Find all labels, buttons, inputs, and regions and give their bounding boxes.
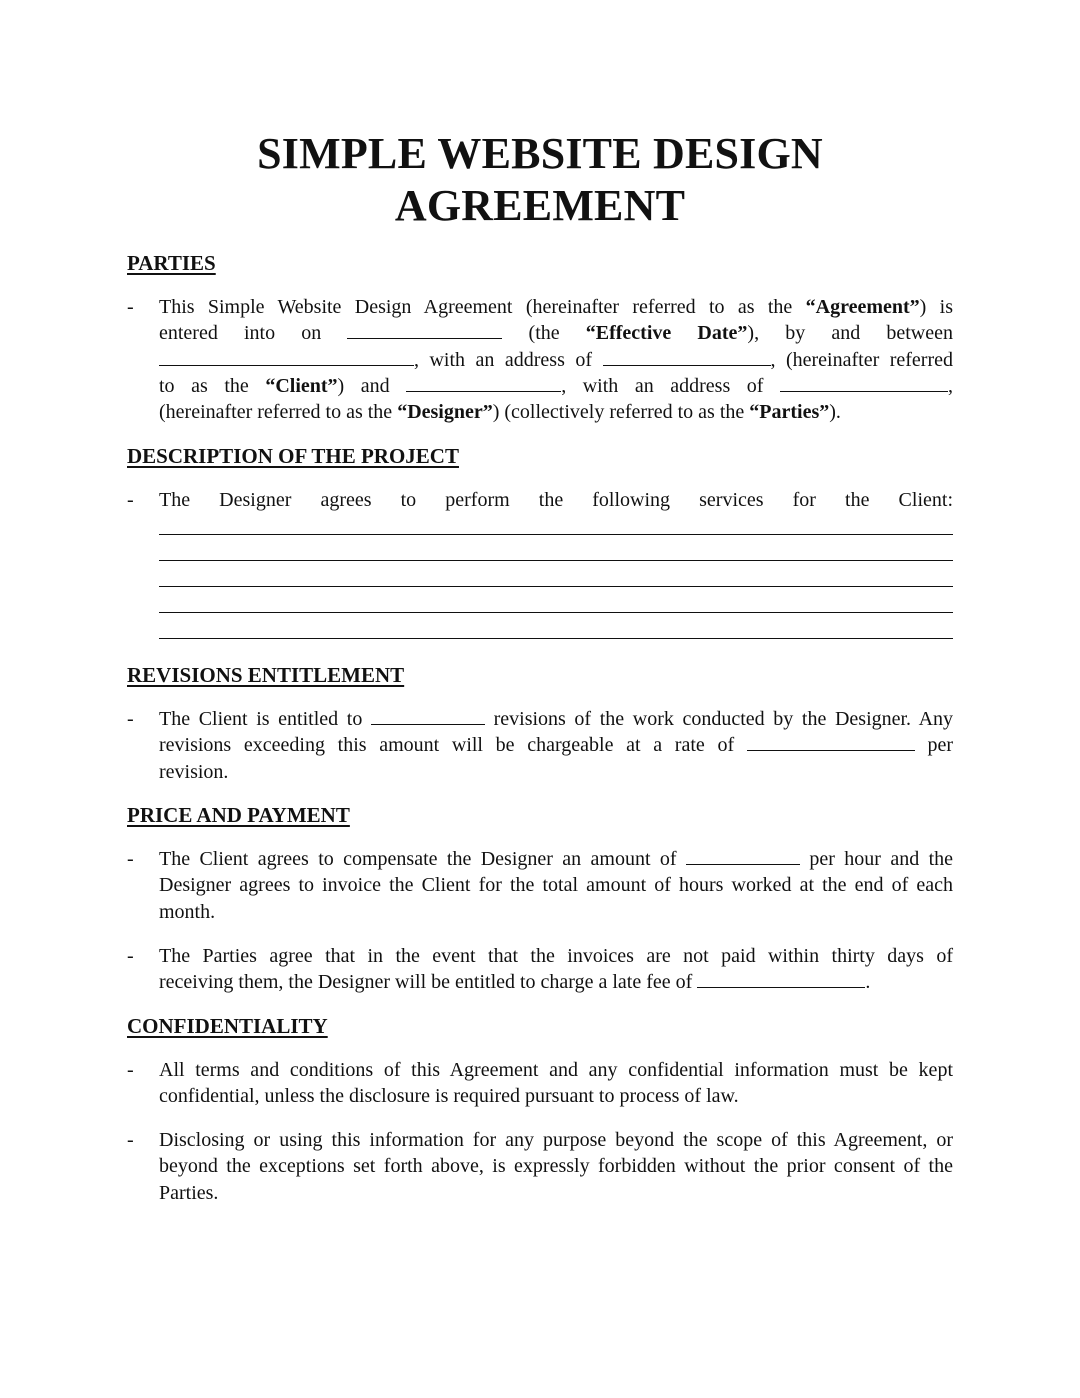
services-blank-line[interactable] [159,586,953,587]
parties-line-1: This Simple Website Design Agreement (hereinafter referred to as the “Agreement”) is [159,296,953,318]
heading-confidentiality: CONFIDENTIALITY [127,1014,328,1038]
services-blank-line[interactable] [159,612,953,613]
designer-name-blank[interactable] [406,373,561,392]
confidentiality-clause-2 [127,1127,953,1206]
parties-line-3: , with an address of , (hereinafter referred [159,347,953,373]
price-clause-2 [127,943,953,996]
bullet-dash: - [127,945,134,967]
bullet-dash: - [127,708,134,730]
client-name-blank[interactable] [159,347,414,366]
revisions-line-1: The Client is entitled to revisions of the work conducted by the Designer. Any [159,708,954,730]
bullet-dash: - [127,296,134,318]
parties-line-5: (hereinafter referred to as the “Designer”) (collectively referred to as the “Parties”). [159,401,841,424]
price-line-2: Designer agrees to invoice the Client for the total amount of hours worked at the end of each [159,874,953,897]
client-address-blank[interactable] [603,347,771,366]
bullet-dash: - [127,489,134,511]
price-line-1: The Client agrees to compensate the Designer an amount of per hour and the [159,848,954,870]
confidentiality-text-1: All terms and conditions of this Agreement and any confidential information must be kept confidential, unless the disclosure is required pursuant to process of law. [159,1059,953,1108]
effective-date-blank[interactable] [347,320,502,339]
revisions-clause [127,706,953,785]
parties-line-4: to as the “Client”) and , with an address of , [159,374,954,397]
bullet-dash: - [127,1129,134,1151]
bullet-dash: - [127,1059,134,1081]
project-clause [127,487,953,513]
revisions-line-2: revisions exceeding this amount will be chargeable at a rate of per [159,734,954,757]
bullet-dash: - [127,848,134,870]
late-fee-blank[interactable] [697,969,865,988]
late-fee-line-2: receiving them, the Designer will be entitled to charge a late fee of . [159,971,871,994]
project-text: The Designer agrees to perform the following services for the Client: [159,489,953,511]
confidentiality-clause-1 [127,1057,953,1110]
revision-count-blank[interactable] [371,706,485,725]
price-line-3: month. [159,900,216,923]
services-blank-line[interactable] [159,638,953,639]
heading-price: PRICE AND PAYMENT [127,803,350,827]
document-title-line-1: SIMPLE WEBSITE DESIGN [257,129,823,178]
hourly-rate-blank[interactable] [686,846,800,865]
services-blank-line[interactable] [159,534,953,535]
revisions-line-3: revision. [159,760,229,783]
revision-rate-blank[interactable] [747,732,915,751]
confidentiality-text-2: Disclosing or using this information for any purpose beyond the scope of this Agreement, or beyond the exceptions set forth above, is expressly forbidden without the prior consent of the Parties. [159,1129,953,1204]
heading-project: DESCRIPTION OF THE PROJECT [127,444,459,468]
parties-clause [127,294,953,425]
late-fee-line-1: The Parties agree that in the event that the invoices are not paid within thirty days of [159,945,953,967]
price-clause-1 [127,846,953,925]
parties-line-2: entered into on (the “Effective Date”), by and between [159,322,953,345]
heading-parties: PARTIES [127,251,216,275]
heading-revisions: REVISIONS ENTITLEMENT [127,663,405,687]
services-blank-line[interactable] [159,560,953,561]
designer-address-blank[interactable] [780,373,948,392]
document-title-line-2: AGREEMENT [394,181,686,230]
